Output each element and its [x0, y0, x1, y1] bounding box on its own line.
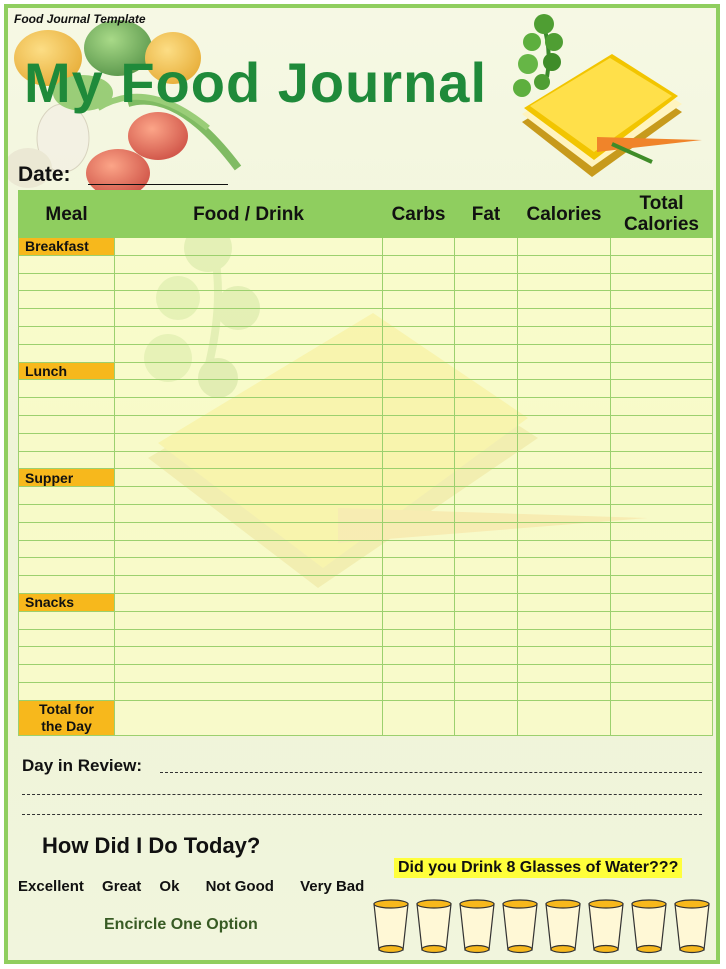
meal-label-lunch: Lunch	[19, 362, 115, 380]
table-cell[interactable]	[455, 647, 518, 665]
table-cell[interactable]	[383, 451, 455, 469]
table-cell[interactable]	[383, 362, 455, 380]
food-journal-table	[18, 190, 713, 736]
water-glass-icon[interactable]	[544, 898, 582, 954]
date-label: Date:	[18, 163, 71, 186]
table-cell[interactable]	[19, 273, 115, 291]
rating-option-excellent[interactable]: Excellent	[18, 878, 84, 895]
review-field-line-2[interactable]	[22, 794, 702, 795]
table-cell[interactable]	[115, 309, 383, 327]
table-cell[interactable]	[455, 593, 518, 611]
table-cell[interactable]	[383, 593, 455, 611]
total-cell[interactable]	[611, 700, 713, 735]
table-cell[interactable]	[611, 238, 713, 256]
table-cell[interactable]	[115, 469, 383, 487]
table-cell[interactable]	[19, 611, 115, 629]
table-cell[interactable]	[455, 469, 518, 487]
table-cell[interactable]	[115, 593, 383, 611]
table-cell[interactable]	[19, 255, 115, 273]
table-row	[19, 380, 713, 398]
water-glass-icon[interactable]	[415, 898, 453, 954]
table-cell[interactable]	[455, 415, 518, 433]
table-row	[19, 593, 713, 611]
table-cell[interactable]	[518, 469, 611, 487]
table-cell[interactable]	[611, 504, 713, 522]
table-cell[interactable]	[611, 291, 713, 309]
table-cell[interactable]	[115, 398, 383, 416]
table-cell[interactable]	[455, 380, 518, 398]
rating-option-very-bad[interactable]: Very Bad	[300, 878, 365, 895]
table-cell[interactable]	[19, 576, 115, 594]
table-cell[interactable]	[383, 380, 455, 398]
table-cell[interactable]	[518, 291, 611, 309]
table-cell[interactable]	[383, 255, 455, 273]
table-cell[interactable]	[383, 398, 455, 416]
table-cell[interactable]	[115, 238, 383, 256]
table-cell[interactable]	[455, 398, 518, 416]
table-cell[interactable]	[455, 433, 518, 451]
table-cell[interactable]	[518, 238, 611, 256]
table-cell[interactable]	[383, 487, 455, 505]
table-cell[interactable]	[455, 665, 518, 683]
table-cell[interactable]	[611, 629, 713, 647]
table-cell[interactable]	[115, 647, 383, 665]
table-cell[interactable]	[611, 255, 713, 273]
rating-option-not-good[interactable]: Not Good	[205, 878, 274, 895]
how-did-i-do-heading: How Did I Do Today?	[42, 833, 261, 858]
total-cell[interactable]	[518, 700, 611, 735]
table-row	[19, 362, 713, 380]
meal-label-snacks: Snacks	[19, 593, 115, 611]
table-cell[interactable]	[383, 415, 455, 433]
total-label-line-2: the Day	[41, 717, 92, 734]
encircle-instruction: Encircle One Option	[104, 916, 258, 933]
table-cell[interactable]	[518, 558, 611, 576]
meal-label-supper: Supper	[19, 469, 115, 487]
table-cell[interactable]	[611, 451, 713, 469]
table-cell[interactable]	[115, 362, 383, 380]
table-cell[interactable]	[611, 611, 713, 629]
table-cell[interactable]	[115, 451, 383, 469]
table-cell[interactable]	[611, 415, 713, 433]
table-row	[19, 255, 713, 273]
table-row	[19, 558, 713, 576]
column-header-fat: Fat	[455, 191, 518, 238]
book-carrot-illustration	[502, 12, 712, 192]
table-cell[interactable]	[518, 522, 611, 540]
table-cell[interactable]	[518, 273, 611, 291]
water-glass-icon[interactable]	[673, 898, 711, 954]
table-row	[19, 433, 713, 451]
table-cell[interactable]	[19, 629, 115, 647]
column-header-calories: Calories	[518, 191, 611, 238]
table-cell[interactable]	[19, 558, 115, 576]
table-cell[interactable]	[518, 647, 611, 665]
table-cell[interactable]	[455, 682, 518, 700]
table-row	[19, 291, 713, 309]
table-row	[19, 309, 713, 327]
table-cell[interactable]	[115, 380, 383, 398]
total-for-day-label	[19, 700, 115, 735]
table-cell[interactable]	[455, 451, 518, 469]
table-cell[interactable]	[383, 309, 455, 327]
table-cell[interactable]	[115, 487, 383, 505]
table-cell[interactable]	[383, 611, 455, 629]
table-cell[interactable]	[383, 576, 455, 594]
table-cell[interactable]	[518, 611, 611, 629]
column-header-meal: Meal	[19, 191, 115, 238]
table-cell[interactable]	[518, 504, 611, 522]
total-cell[interactable]	[455, 700, 518, 735]
table-cell[interactable]	[455, 362, 518, 380]
table-cell[interactable]	[455, 576, 518, 594]
table-cell[interactable]	[611, 469, 713, 487]
table-cell[interactable]	[115, 665, 383, 683]
table-cell[interactable]	[518, 593, 611, 611]
table-cell[interactable]	[383, 326, 455, 344]
table-cell[interactable]	[383, 344, 455, 362]
table-cell[interactable]	[383, 504, 455, 522]
table-cell[interactable]	[383, 665, 455, 683]
table-cell[interactable]	[518, 540, 611, 558]
table-cell[interactable]	[518, 255, 611, 273]
table-cell[interactable]	[455, 487, 518, 505]
table-row	[19, 665, 713, 683]
table-cell[interactable]	[518, 380, 611, 398]
table-row	[19, 326, 713, 344]
table-row	[19, 469, 713, 487]
total-label-line-1: Total for	[39, 700, 94, 717]
table-cell[interactable]	[383, 558, 455, 576]
table-cell[interactable]	[611, 558, 713, 576]
table-cell[interactable]	[518, 665, 611, 683]
table-cell[interactable]	[383, 433, 455, 451]
table-cell[interactable]	[455, 611, 518, 629]
table-cell[interactable]	[383, 291, 455, 309]
day-in-review-label: Day in Review:	[22, 756, 142, 775]
table-cell[interactable]	[611, 593, 713, 611]
table-cell[interactable]	[383, 540, 455, 558]
table-cell[interactable]	[383, 238, 455, 256]
rating-options	[18, 878, 378, 895]
table-cell[interactable]	[518, 362, 611, 380]
table-cell[interactable]	[115, 433, 383, 451]
table-cell[interactable]	[518, 487, 611, 505]
table-cell[interactable]	[19, 291, 115, 309]
table-cell[interactable]	[115, 273, 383, 291]
table-cell[interactable]	[383, 647, 455, 665]
table-cell[interactable]	[383, 629, 455, 647]
table-cell[interactable]	[115, 558, 383, 576]
table-cell[interactable]	[19, 415, 115, 433]
table-cell[interactable]	[19, 682, 115, 700]
table-cell[interactable]	[518, 433, 611, 451]
table-row	[19, 647, 713, 665]
total-row	[19, 700, 713, 735]
meal-label-breakfast: Breakfast	[19, 238, 115, 256]
template-label: Food Journal Template	[14, 12, 146, 26]
table-cell[interactable]	[19, 344, 115, 362]
table-cell[interactable]	[518, 344, 611, 362]
table-cell[interactable]	[19, 380, 115, 398]
table-row	[19, 451, 713, 469]
table-cell[interactable]	[115, 291, 383, 309]
table-cell[interactable]	[611, 576, 713, 594]
table-cell[interactable]	[455, 540, 518, 558]
table-cell[interactable]	[19, 309, 115, 327]
table-cell[interactable]	[115, 344, 383, 362]
table-cell[interactable]	[19, 487, 115, 505]
table-row	[19, 415, 713, 433]
table-cell[interactable]	[518, 451, 611, 469]
table-cell[interactable]	[611, 326, 713, 344]
table-cell[interactable]	[611, 309, 713, 327]
table-cell[interactable]	[115, 522, 383, 540]
review-field-line-1[interactable]	[160, 772, 702, 773]
journal-frame	[4, 4, 720, 964]
table-cell[interactable]	[518, 309, 611, 327]
rating-option-ok[interactable]: Ok	[159, 878, 180, 895]
water-glass-icon[interactable]	[458, 898, 496, 954]
table-cell[interactable]	[115, 504, 383, 522]
table-cell[interactable]	[383, 469, 455, 487]
table-header-row	[19, 191, 713, 238]
table-cell[interactable]	[518, 629, 611, 647]
table-cell[interactable]	[455, 255, 518, 273]
table-cell[interactable]	[518, 398, 611, 416]
table-row	[19, 629, 713, 647]
table-cell[interactable]	[19, 522, 115, 540]
table-cell[interactable]	[115, 576, 383, 594]
table-cell[interactable]	[19, 647, 115, 665]
table-cell[interactable]	[611, 682, 713, 700]
table-cell[interactable]	[115, 682, 383, 700]
table-row	[19, 487, 713, 505]
table-cell[interactable]	[455, 504, 518, 522]
table-cell[interactable]	[455, 629, 518, 647]
table-cell[interactable]	[19, 540, 115, 558]
table-cell[interactable]	[19, 504, 115, 522]
table-cell[interactable]	[19, 398, 115, 416]
table-cell[interactable]	[611, 487, 713, 505]
table-row	[19, 576, 713, 594]
water-glass-icon[interactable]	[630, 898, 668, 954]
table-cell[interactable]	[518, 682, 611, 700]
page-title: My Food Journal	[24, 51, 487, 114]
review-field-line-3[interactable]	[22, 814, 702, 815]
table-cell[interactable]	[115, 255, 383, 273]
table-cell[interactable]	[611, 273, 713, 291]
table-cell[interactable]	[611, 540, 713, 558]
table-cell[interactable]	[518, 576, 611, 594]
table-cell[interactable]	[115, 415, 383, 433]
total-cell[interactable]	[383, 700, 455, 735]
date-field[interactable]	[88, 184, 228, 185]
table-cell[interactable]	[115, 629, 383, 647]
water-glass-icon[interactable]	[587, 898, 625, 954]
table-cell[interactable]	[383, 522, 455, 540]
table-cell[interactable]	[383, 682, 455, 700]
table-row	[19, 398, 713, 416]
table-cell[interactable]	[455, 344, 518, 362]
table-cell[interactable]	[611, 344, 713, 362]
table-row	[19, 540, 713, 558]
table-row	[19, 504, 713, 522]
table-cell[interactable]	[455, 326, 518, 344]
table-row	[19, 682, 713, 700]
table-cell[interactable]	[19, 433, 115, 451]
table-cell[interactable]	[115, 611, 383, 629]
table-cell[interactable]	[19, 451, 115, 469]
table-cell[interactable]	[518, 326, 611, 344]
table-cell[interactable]	[611, 380, 713, 398]
table-cell[interactable]	[455, 291, 518, 309]
table-cell[interactable]	[455, 522, 518, 540]
column-header-food-drink: Food / Drink	[115, 191, 383, 238]
table-cell[interactable]	[455, 238, 518, 256]
table-cell[interactable]	[383, 273, 455, 291]
table-row	[19, 522, 713, 540]
table-cell[interactable]	[19, 665, 115, 683]
table-cell[interactable]	[455, 309, 518, 327]
table-cell[interactable]	[455, 558, 518, 576]
table-cell[interactable]	[115, 326, 383, 344]
water-glass-icon[interactable]	[501, 898, 539, 954]
table-cell[interactable]	[611, 433, 713, 451]
table-cell[interactable]	[518, 415, 611, 433]
column-header-total-calories: Total Calories	[611, 191, 713, 238]
table-body	[19, 238, 713, 736]
table-row	[19, 238, 713, 256]
table-cell[interactable]	[455, 273, 518, 291]
table-row	[19, 344, 713, 362]
water-question: Did you Drink 8 Glasses of Water???	[394, 858, 682, 878]
table-cell[interactable]	[611, 362, 713, 380]
table-cell[interactable]	[115, 540, 383, 558]
table-cell[interactable]	[611, 522, 713, 540]
table-cell[interactable]	[611, 398, 713, 416]
rating-option-great[interactable]: Great	[102, 878, 142, 895]
table-cell[interactable]	[611, 647, 713, 665]
water-glasses	[372, 898, 711, 954]
table-row	[19, 611, 713, 629]
water-glass-icon[interactable]	[372, 898, 410, 954]
table-cell[interactable]	[19, 326, 115, 344]
column-header-carbs: Carbs	[383, 191, 455, 238]
total-cell[interactable]	[115, 700, 383, 735]
table-cell[interactable]	[611, 665, 713, 683]
table-row	[19, 273, 713, 291]
